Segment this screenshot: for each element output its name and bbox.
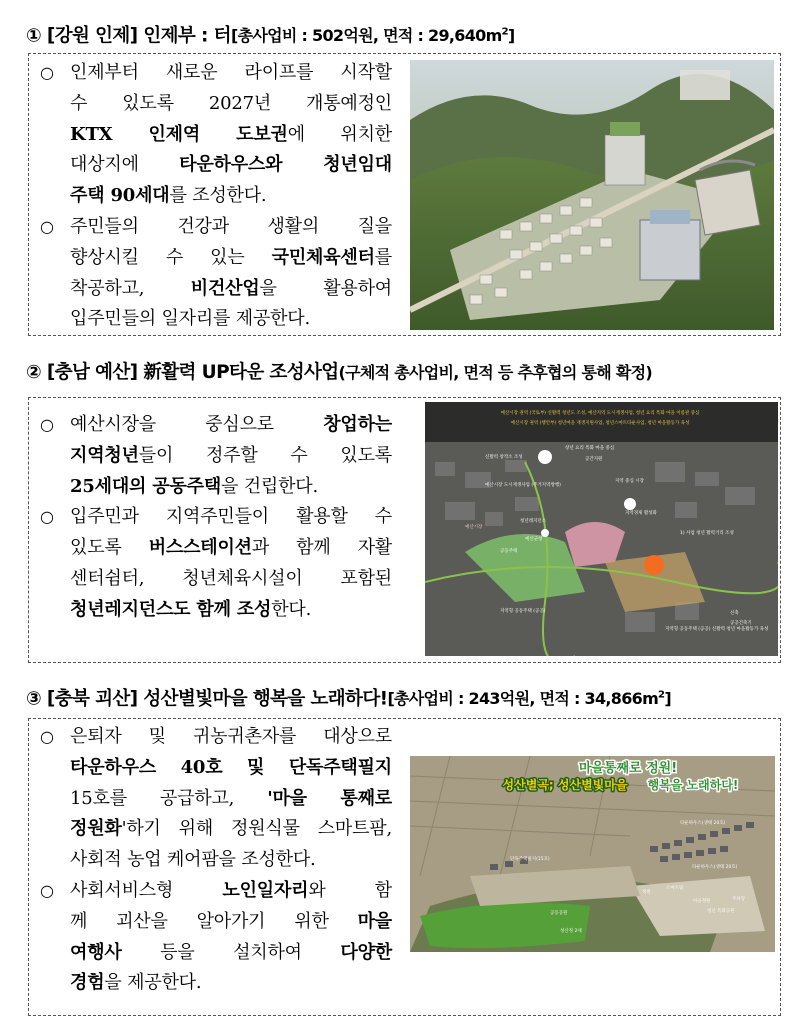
goesan-label-6: 마을정원 <box>693 899 711 904</box>
text-run: 입주민들의 일자리를 제공한다. <box>70 308 311 330</box>
bold-text: 경험 <box>70 972 105 994</box>
bold-text: 버스스테이션 <box>148 537 252 559</box>
yesan-map-title-1: 예산시장 권역 (국토부) 신활력 청년도 조성, 예산지역 도시재생사업, 청년 요리 특화 마을 이룸관 중심 <box>500 411 700 416</box>
section-2-text <box>28 410 392 626</box>
section-2-heading <box>26 361 652 385</box>
section-2-subtitle: (구체적 총사업비, 면적 등 추후협의 통해 확정) <box>338 363 652 382</box>
section-1-text <box>28 58 392 335</box>
goesan-label-1: 단독주택필지(15호) <box>510 857 550 862</box>
yesan-label-9: 지역 중심 시장 <box>615 479 644 484</box>
text-run: 은퇴자 및 귀농귀촌자를 대상으로 <box>70 726 392 747</box>
yesan-label-5: 예산시장 <box>465 525 483 530</box>
text-run: 주민들의 건강과 생활의 질을 <box>70 215 392 237</box>
bullet-line <box>70 876 392 907</box>
goesan-aerial-village-image <box>410 756 775 952</box>
text-run: 들이 정주할 수 있도록 <box>138 444 392 466</box>
text-run: 에 위치한 <box>287 123 392 145</box>
bullet-marker: ○ <box>40 727 54 746</box>
section-3-text <box>28 722 392 999</box>
bullet-line <box>70 722 392 753</box>
yesan-map-title-2: 예산시장 권역 (행안부) 청년마을 재생지원사업, 청년스마트타운사업, 청년 마을활동가 육성 <box>510 421 690 426</box>
bullet-marker: ○ <box>40 216 54 236</box>
text-run: 수 있도록 2027년 개통예정인 <box>70 92 392 114</box>
bullet-marker: ○ <box>40 415 54 434</box>
bullet-line <box>70 410 392 441</box>
section-3-heading <box>26 684 671 711</box>
bullet-line <box>70 533 392 564</box>
bold-text: 국민체육센터 <box>271 246 375 268</box>
yesan-label-1: 창년 요리 특화 마을 중심 <box>565 446 615 451</box>
text-run: 인제부터 새로운 라이프를 시작할 <box>70 62 392 83</box>
text-run: 센터쉼터, 청년체육시설이 포함된 <box>70 567 392 589</box>
section-2-title: ② [충남 예산] 新활력 UP타운 조성사업 <box>26 362 339 383</box>
bullet-line <box>70 595 392 626</box>
text-run: 사회적 농업 케어팜을 조성한다. <box>70 849 316 871</box>
yesan-label-13: 신축 <box>730 611 739 616</box>
bold-text: 정원화 <box>70 818 122 840</box>
section-1-heading <box>26 21 514 48</box>
bullet-line <box>70 181 392 212</box>
goesan-label-8: 공동공원 <box>550 911 568 916</box>
text-run: 을 건립한다. <box>221 475 319 497</box>
inje-aerial-render-image <box>410 60 774 330</box>
goesan-label-4: 정원 <box>642 890 651 895</box>
yesan-label-8: 공동주택 <box>500 549 518 554</box>
bullet-line <box>70 89 392 120</box>
yesan-label-15: 지역형 공동주택 (공공) 신활력 청년 마을활동가 육성 <box>665 627 769 632</box>
bullet-line <box>70 784 392 815</box>
bullet-line <box>70 845 392 876</box>
section-3-title: ③ [충북 괴산] 성산별빛마을 행복을 노래하다! <box>26 688 388 710</box>
goesan-label-3: 타운하우스(생태 20호) <box>692 865 738 870</box>
bullet-line <box>70 120 392 151</box>
bullet-line <box>70 150 392 181</box>
text-run: 을 활용하여 <box>259 277 392 299</box>
text-run: 를 <box>374 246 392 268</box>
bullet-line <box>70 243 392 274</box>
bold-text: 주택 90세대 <box>70 185 170 207</box>
goesan-label-5: 스마트팜 <box>666 886 684 891</box>
bullet-item <box>28 212 392 335</box>
text-run: 예산시장을 중심으로 <box>70 414 324 435</box>
bold-text: 마을 <box>357 910 392 932</box>
section-3-subtitle: [총사업비 : 243억원, 면적 : $34,866m^2$] <box>387 689 671 709</box>
bullet-line <box>70 753 392 784</box>
text-run: 와 함 <box>308 879 392 901</box>
bullet-item <box>28 410 392 502</box>
section-1-title: ① [강원 인제] 인제부 : 터 <box>26 25 231 47</box>
bold-text: 청년레지던스도 함께 조성 <box>70 598 272 620</box>
yesan-label-2: 신활력 창작소 조성 <box>485 455 523 460</box>
text-run: 과 함께 자활 <box>251 537 392 559</box>
yesan-label-7: 예산군청 <box>525 537 543 542</box>
text-run: 대상지에 <box>70 154 180 176</box>
bullet-item <box>28 58 392 212</box>
bullet-marker: ○ <box>40 507 54 527</box>
text-run: 한다. <box>271 598 312 620</box>
yesan-annotated-map-image <box>425 402 778 656</box>
bullet-line <box>70 968 392 999</box>
bullet-line <box>70 564 392 595</box>
bullet-item <box>28 502 392 625</box>
text-run: 등을 설치하여 <box>121 941 341 963</box>
text-run: 을 제공한다. <box>104 972 202 994</box>
text-run: 를 조성한다. <box>169 185 267 207</box>
bold-text: 여행사 <box>70 941 122 963</box>
bullet-item <box>28 876 392 999</box>
bold-text: 25세대의 공동주택 <box>70 475 222 497</box>
bullet-line <box>70 502 392 533</box>
section-1-subtitle: [총사업비 : 502억원, 면적 : $29,640m^2$] <box>230 26 515 46</box>
bullet-marker: ○ <box>40 63 54 82</box>
text-run: 향상시킬 수 있는 <box>70 246 272 268</box>
bullet-line <box>70 814 392 845</box>
bullet-line <box>70 472 392 503</box>
bold-text: 다양한 <box>340 941 392 963</box>
goesan-label-9: 성산정 2세 <box>560 929 582 934</box>
text-run: '하기 위해 정원식물 스마트팜, <box>121 818 392 840</box>
bold-text: 지역청년 <box>70 444 139 466</box>
goesan-label-2: 타운하우스(생태 20호) <box>680 821 726 826</box>
bullet-line <box>70 274 392 305</box>
text-run: 사회서비스형 <box>70 879 223 901</box>
bullet-marker: ○ <box>40 880 54 900</box>
bullet-line <box>70 304 392 335</box>
text-run: 착공하고, <box>70 277 191 299</box>
bold-text: 노인일자리 <box>222 879 309 901</box>
bold-text: KTX 인제역 도보권 <box>70 123 288 145</box>
bold-text: 타운하우스 40호 및 단독주택필지 <box>70 756 392 778</box>
goesan-label-7: 주차장 <box>732 897 746 902</box>
bold-text: 타운하우스와 청년임대 <box>179 154 392 176</box>
yesan-label-12: 지역형 공동주택 (공공) <box>500 609 546 614</box>
bullet-item <box>28 722 392 876</box>
yesan-label-10: 지역경제 활성화 <box>625 511 657 516</box>
bold-text: '마을 통째로 <box>267 787 392 809</box>
yesan-label-14: 공공건축기 <box>730 621 752 626</box>
bullet-line <box>70 938 392 969</box>
text-run: 께 괴산을 알아가기 위한 <box>70 910 358 932</box>
goesan-banner-line-1: 마을통째로 정원! <box>578 761 678 776</box>
goesan-banner-line-3: 행복을 노래하다! <box>647 778 739 792</box>
bullet-line <box>70 212 392 243</box>
bullet-line <box>70 907 392 938</box>
yesan-label-3: 예산시장 도시재생사업 (주거지역쌍행) <box>485 483 561 488</box>
text-run: 입주민과 지역주민들이 활용할 수 <box>70 506 392 528</box>
text-run: 있도록 <box>70 537 149 559</box>
bullet-line <box>70 58 392 89</box>
bold-text: 창업하는 <box>323 414 392 435</box>
text-run: 15호를 공급하고, <box>70 787 268 809</box>
bullet-line <box>70 441 392 472</box>
bold-text: 비건산업 <box>190 277 260 299</box>
goesan-banner-line-2: 성산별곡; 성산별빛마을 <box>502 778 628 792</box>
yesan-label-11: 1) 사업 청년 활력거리 조성 <box>680 531 734 536</box>
yesan-label-6: 청년레지던스 <box>520 519 547 524</box>
goesan-label-10: 청년 특화공원 <box>707 909 735 914</box>
yesan-label-4: 공간지원 <box>585 457 603 462</box>
